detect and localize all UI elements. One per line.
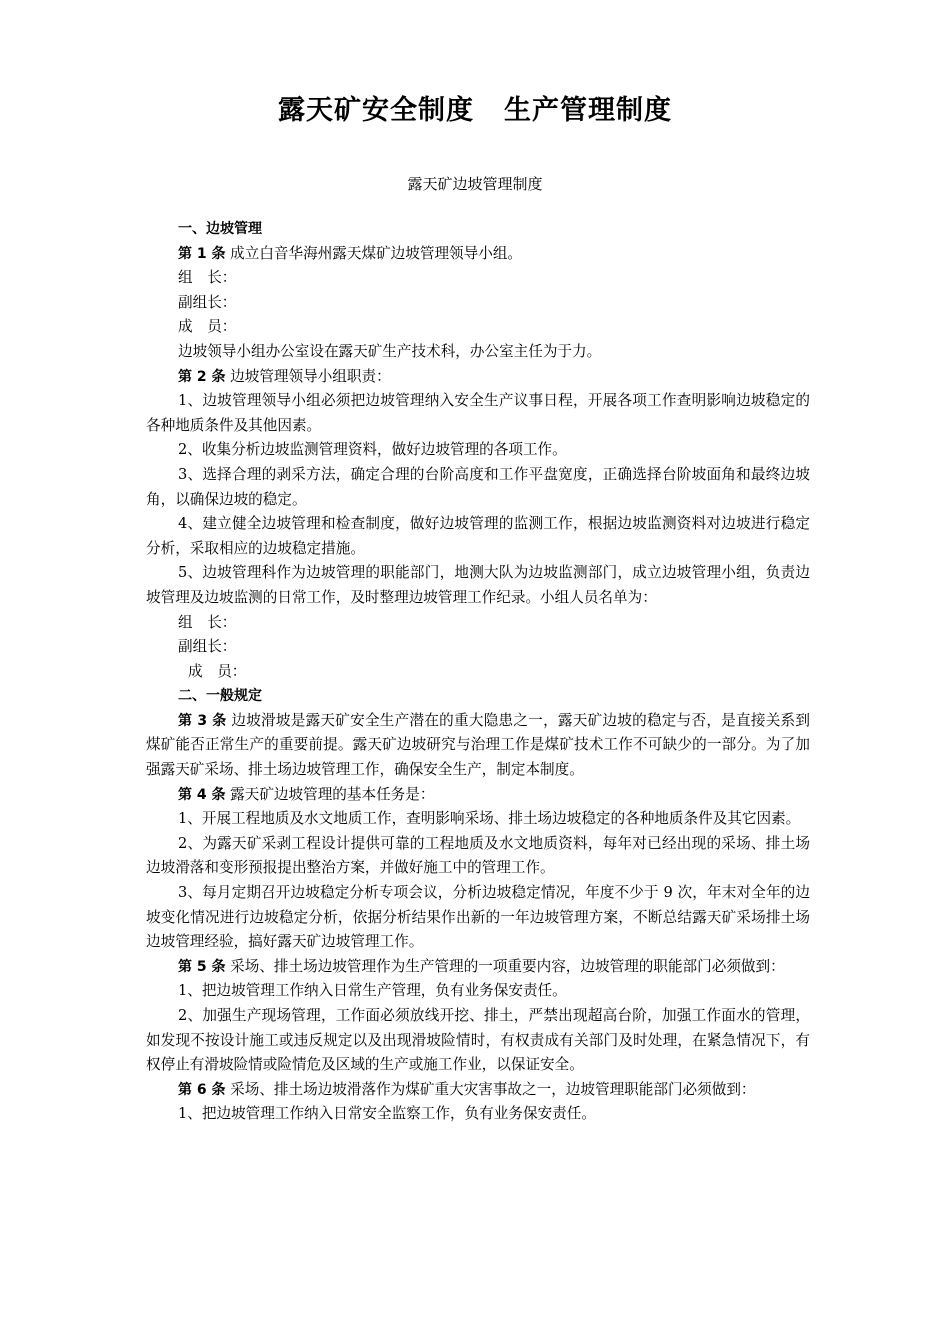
article-4-item-1: 1、开展工程地质及水文地质工作，查明影响采场、排土场边坡稳定的各种地质条件及其它因素。 <box>178 810 801 828</box>
article-2-item-1: 1、边坡管理领导小组必须把边坡管理纳入安全生产议事日程，开展各项工作查明影响边坡稳定的各种地质条件及其他因素。 <box>146 392 810 434</box>
article-3-text: 边坡滑坡是露天矿安全生产潜在的重大隐患之一，露天矿边坡的稳定与否，是直接关系到煤矿能否正常生产的重要前提。露天矿边坡研究与治理工作是煤矿技术工作不可缺少的一部分。为了加强露天矿采场、排土场边坡管理工作，确保安全生产，制定本制度。 <box>146 711 810 779</box>
article-5-label: 第 5 条 <box>178 958 226 975</box>
article-2-item-4: 4、建立健全边坡管理和检查制度，做好边坡管理的监测工作，根据边坡监测资料对边坡进行稳定分析，采取相应的边坡稳定措施。 <box>146 515 810 557</box>
article-6 <box>146 1078 810 1103</box>
article-5-item-2: 2、加强生产现场管理，工作面必须放线开挖、排土，严禁出现超高台阶，加强工作面水的管理，如发现不按设计施工或违反规定以及出现滑坡险情时，有权责成有关部门及时处理，在紧急情况下，有权停止有滑坡险情或险情危及区域的生产或施工作业，以保证安全。 <box>146 1007 810 1074</box>
article-2-item-2: 2、收集分析边坡监测管理资料，做好边坡管理的各项工作。 <box>178 441 567 459</box>
article-1 <box>146 242 810 267</box>
article-4 <box>146 783 810 808</box>
members-line: 成 员： <box>178 318 237 336</box>
group-leader-line-2: 组 长： <box>178 613 237 631</box>
office-line: 边坡领导小组办公室设在露天矿生产技术科，办公室主任为于力。 <box>178 342 602 360</box>
group-leader-line: 组 长： <box>178 269 237 287</box>
article-3 <box>146 709 810 783</box>
article-6-item-1: 1、把边坡管理工作纳入日常安全监察工作，负有业务保安责任。 <box>178 1105 596 1123</box>
article-4-text: 露天矿边坡管理的基本任务是： <box>230 785 435 803</box>
article-2-text: 边坡管理领导小组职责： <box>230 367 391 385</box>
article-6-label: 第 6 条 <box>178 1081 226 1098</box>
article-1-text: 成立白音华海州露天煤矿边坡管理领导小组。 <box>230 244 523 262</box>
deputy-leader-line: 副组长： <box>178 293 237 311</box>
article-1-label: 第 1 条 <box>178 245 226 262</box>
article-5 <box>146 955 810 980</box>
article-2 <box>146 365 810 390</box>
article-2-item-3: 3、选择合理的剥采方法，确定合理的台阶高度和工作平盘宽度，正确选择台阶坡面角和最终边坡角，以确保边坡的稳定。 <box>146 465 810 508</box>
title-part-2: 生产管理制度 <box>504 95 672 126</box>
article-5-item-1: 1、把边坡管理工作纳入日常生产管理，负有业务保安责任。 <box>178 982 567 1000</box>
members-line-2: 成 员： <box>188 662 247 680</box>
document-subtitle: 露天矿边坡管理制度 <box>407 175 543 193</box>
article-2-item-5: 5、边坡管理科作为边坡管理的职能部门，地测大队为边坡监测部门，成立边坡管理小组，负责边坡管理及边坡监测的日常工作，及时整理边坡管理工作纪录。小组人员名单为： <box>146 564 810 606</box>
article-6-text: 采场、排土场边坡滑落作为煤矿重大灾害事故之一，边坡管理职能部门必须做到： <box>230 1080 756 1098</box>
section-heading-2: 二、一般规定 <box>178 688 262 705</box>
section-heading-1: 一、边坡管理 <box>178 221 262 237</box>
document-body <box>146 217 810 1127</box>
article-3-label: 第 3 条 <box>178 712 227 729</box>
article-5-text: 采场、排土场边坡管理作为生产管理的一项重要内容，边坡管理的职能部门必须做到： <box>230 957 785 975</box>
document-title <box>0 88 950 127</box>
article-4-item-3: 3、每月定期召开边坡稳定分析专项会议，分析边坡稳定情况，年度不少于 9 次，年末对全年的边坡变化情况进行边坡稳定分析，依据分析结果作出新的一年边坡管理方案，不断总结露天矿采场排土场边坡管理经验，搞好露天矿边坡管理工作。 <box>146 884 810 951</box>
article-4-item-2: 2、为露天矿采剥工程设计提供可靠的工程地质及水文地质资料，每年对已经出现的采场、排土场边坡滑落和变形预报提出整治方案，并做好施工中的管理工作。 <box>146 834 810 877</box>
article-4-label: 第 4 条 <box>178 786 226 803</box>
article-2-label: 第 2 条 <box>178 368 226 385</box>
deputy-leader-line-2: 副组长： <box>178 638 237 656</box>
title-part-1: 露天矿安全制度 <box>278 95 474 126</box>
